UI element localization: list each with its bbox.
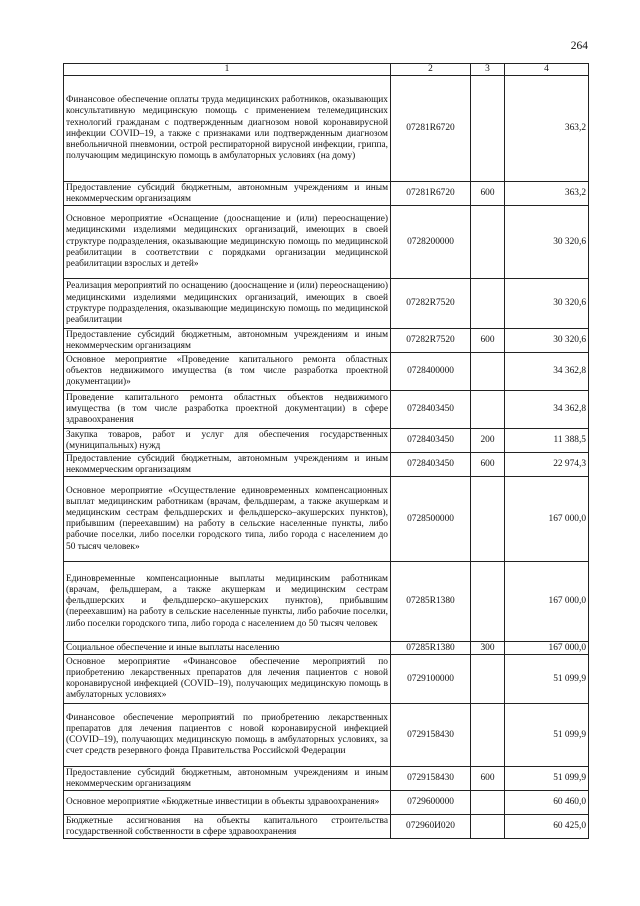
- row-expense-type: [471, 704, 505, 767]
- row-name: Основное мероприятие «Осуществление единовременных компенсационных выплат медицинским работникам (врачам, фельдшерам, а также акушеркам и медицинским сестрам фельдшерских и фельдшерско–акушерских пунктов), прибывшим (переехавшим) на работу в сельские населенные пункты, либо рабочие поселки, либо поселки городского типа, либо города с населением до 50 тысяч человек»: [64, 477, 391, 562]
- table-row: [64, 206, 589, 279]
- row-target-code: 0728403450: [391, 429, 471, 453]
- row-expense-type: 600: [471, 182, 505, 206]
- row-amount: 22 974,3: [505, 453, 589, 477]
- row-amount: 34 362,8: [505, 353, 589, 391]
- row-name: Основное мероприятие «Финансовое обеспечение мероприятий по приобретению лекарственных препаратов для лечения пациентов с новой коронавирусной инфекцией (COVID–19), получающих медицинскую помощь в амбулаторных условиях»: [64, 655, 391, 704]
- column-header-2: 2: [391, 64, 471, 76]
- row-target-code: 07285R1380: [391, 562, 471, 642]
- row-amount: 11 388,5: [505, 429, 589, 453]
- row-name: Предоставление субсидий бюджетным, автономным учреждениям и иным некоммерческим организациям: [64, 329, 391, 353]
- row-name: Реализация мероприятий по оснащению (дооснащение и (или) переоснащению) медицинскими изделиями медицинских организаций, имеющих в своей структуре подразделения, оказывающие медицинскую помощь по медицинской реабилитации: [64, 279, 391, 329]
- row-expense-type: [471, 562, 505, 642]
- row-name: Бюджетные ассигнования на объекты капитального строительства государственной собственности в сфере здравоохранения: [64, 815, 391, 839]
- row-name: Единовременные компенсационные выплаты медицинским работникам (врачам, фельдшерам, а также акушеркам и медицинским сестрам фельдшерских и фельдшерско–акушерских пунктов), прибывшим (переехавшим) на работу в сельские населенные пункты, либо рабочие поселки, либо поселки городского типа, либо города с населением до 50 тысяч человек: [64, 562, 391, 642]
- table-row: [64, 815, 589, 839]
- row-name: Основное мероприятие «Бюджетные инвестиции в объекты здравоохранения»: [64, 791, 391, 815]
- row-expense-type: [471, 655, 505, 704]
- row-expense-type: [471, 815, 505, 839]
- table-row: [64, 767, 589, 791]
- row-expense-type: 300: [471, 642, 505, 655]
- table-row: [64, 329, 589, 353]
- row-expense-type: 200: [471, 429, 505, 453]
- row-amount: 30 320,6: [505, 279, 589, 329]
- table-row: [64, 353, 589, 391]
- row-amount: 51 099,9: [505, 655, 589, 704]
- table-row: [64, 791, 589, 815]
- row-target-code: 072960И020: [391, 815, 471, 839]
- row-expense-type: [471, 353, 505, 391]
- row-target-code: 07281R6720: [391, 182, 471, 206]
- row-name: Финансовое обеспечение оплаты труда медицинских работников, оказывающих консультативную медицинскую помощь с применением телемедицинских технологий гражданам с подтвержденным диагнозом новой коронавирусной инфекции COVID–19, а также с признаками или подтвержденным диагнозом внебольничной пневмонии, острой респираторной вирусной инфекции, гриппа, получающим медицинскую помощь в амбулаторных условиях (на дому): [64, 76, 391, 182]
- column-header-4: 4: [505, 64, 589, 76]
- table-header-row: [64, 64, 589, 76]
- row-target-code: 0728400000: [391, 353, 471, 391]
- row-name: Финансовое обеспечение мероприятий по приобретению лекарственных препаратов для лечения пациентов с новой коронавирусной инфекцией (COVID–19), получающих медицинскую помощь в амбулаторных условиях, за счет средств резервного фонда Правительства Российской Федерации: [64, 704, 391, 767]
- row-name: Проведение капитального ремонта областных объектов недвижимого имущества (в том числе разработка проектной документации) в сфере здравоохранения: [64, 391, 391, 429]
- row-expense-type: [471, 791, 505, 815]
- row-amount: 30 320,6: [505, 206, 589, 279]
- row-expense-type: 600: [471, 453, 505, 477]
- row-amount: 60 425,0: [505, 815, 589, 839]
- row-name: Социальное обеспечение и иные выплаты населению: [64, 642, 391, 655]
- row-target-code: 07282R7520: [391, 329, 471, 353]
- row-amount: 30 320,6: [505, 329, 589, 353]
- row-expense-type: [471, 477, 505, 562]
- row-expense-type: [471, 279, 505, 329]
- row-amount: 167 000,0: [505, 477, 589, 562]
- table-row: [64, 562, 589, 642]
- row-target-code: 0729100000: [391, 655, 471, 704]
- row-target-code: 0729158430: [391, 704, 471, 767]
- table-row: [64, 655, 589, 704]
- row-expense-type: 600: [471, 767, 505, 791]
- table-row: [64, 477, 589, 562]
- table-row: [64, 182, 589, 206]
- row-expense-type: [471, 206, 505, 279]
- row-name: Закупка товаров, работ и услуг для обеспечения государственных (муниципальных) нужд: [64, 429, 391, 453]
- row-name: Основное мероприятие «Оснащение (дооснащение и (или) переоснащение) медицинскими изделиями медицинских организаций, имеющих в своей структуре подразделения, оказывающие медицинскую помощь по медицинской реабилитации в соответствии с порядками организации медицинской реабилитации взрослых и детей»: [64, 206, 391, 279]
- row-name: Предоставление субсидий бюджетным, автономным учреждениям и иным некоммерческим организациям: [64, 182, 391, 206]
- row-target-code: 07282R7520: [391, 279, 471, 329]
- row-expense-type: [471, 76, 505, 182]
- row-amount: 60 460,0: [505, 791, 589, 815]
- row-target-code: 07281R6720: [391, 76, 471, 182]
- table-row: [64, 76, 589, 182]
- table-row: [64, 391, 589, 429]
- row-target-code: 0728500000: [391, 477, 471, 562]
- row-amount: 167 000,0: [505, 562, 589, 642]
- row-target-code: 0729600000: [391, 791, 471, 815]
- page-number: 264: [570, 40, 588, 52]
- row-target-code: 0728200000: [391, 206, 471, 279]
- row-name: Предоставление субсидий бюджетным, автономным учреждениям и иным некоммерческим организациям: [64, 767, 391, 791]
- row-target-code: 0728403450: [391, 453, 471, 477]
- row-name: Основное мероприятие «Проведение капитального ремонта областных объектов недвижимого имущества (в том числе разработка проектной документации)»: [64, 353, 391, 391]
- row-target-code: 07285R1380: [391, 642, 471, 655]
- row-amount: 167 000,0: [505, 642, 589, 655]
- table-row: [64, 279, 589, 329]
- row-name: Предоставление субсидий бюджетным, автономным учреждениям и иным некоммерческим организациям: [64, 453, 391, 477]
- row-expense-type: 600: [471, 329, 505, 353]
- column-header-3: 3: [471, 64, 505, 76]
- row-amount: 51 099,9: [505, 704, 589, 767]
- table-row: [64, 429, 589, 453]
- row-amount: 363,2: [505, 182, 589, 206]
- budget-table: [63, 63, 589, 839]
- row-amount: 34 362,8: [505, 391, 589, 429]
- table-row: [64, 453, 589, 477]
- row-amount: 51 099,9: [505, 767, 589, 791]
- row-expense-type: [471, 391, 505, 429]
- row-target-code: 0729158430: [391, 767, 471, 791]
- row-target-code: 0728403450: [391, 391, 471, 429]
- row-amount: 363,2: [505, 76, 589, 182]
- column-header-1: 1: [64, 64, 391, 76]
- table-row: [64, 642, 589, 655]
- table-row: [64, 704, 589, 767]
